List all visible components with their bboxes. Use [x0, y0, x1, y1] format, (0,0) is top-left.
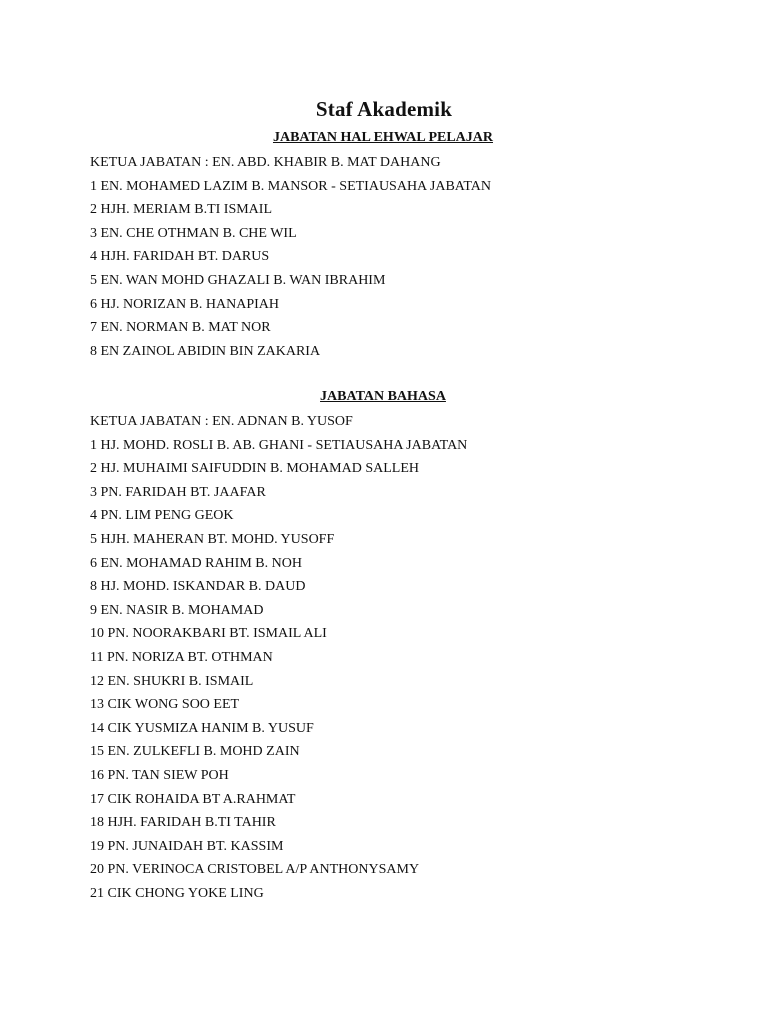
staff-list-item: 6 EN. MOHAMAD RAHIM B. NOH — [90, 555, 302, 571]
staff-list-item: 7 EN. NORMAN B. MAT NOR — [90, 320, 271, 336]
staff-list-item: 11 PN. NORIZA BT. OTHMAN — [90, 649, 273, 665]
staff-list-item: 4 HJH. FARIDAH BT. DARUS — [90, 249, 270, 265]
section-heading: JABATAN BAHASA — [320, 389, 446, 404]
staff-list-item: 20 PN. VERINOCA CRISTOBEL A/P ANTHONYSAMY — [90, 862, 420, 878]
staff-list-item: 15 EN. ZULKEFLI B. MOHD ZAIN — [90, 744, 300, 760]
staff-list-item: 3 PN. FARIDAH BT. JAAFAR — [90, 484, 266, 500]
staff-list-item: 2 HJH. MERIAM B.TI ISMAIL — [90, 202, 272, 218]
staff-list-item: 12 EN. SHUKRI B. ISMAIL — [90, 673, 254, 689]
staff-list-item: 17 CIK ROHAIDA BT A.RAHMAT — [90, 791, 296, 807]
staff-list-item: 18 HJH. FARIDAH B.TI TAHIR — [90, 815, 276, 831]
staff-list-item: 21 CIK CHONG YOKE LING — [90, 885, 264, 901]
staff-list-item: 16 PN. TAN SIEW POH — [90, 767, 229, 783]
staff-list-item: 19 PN. JUNAIDAH BT. KASSIM — [90, 838, 284, 854]
staff-list-item: 4 PN. LIM PENG GEOK — [90, 508, 234, 524]
staff-list-item: 10 PN. NOORAKBARI BT. ISMAIL ALI — [90, 626, 327, 642]
staff-list-item: 5 HJH. MAHERAN BT. MOHD. YUSOFF — [90, 531, 335, 547]
department-head-line: KETUA JABATAN : EN. ADNAN B. YUSOF — [90, 414, 353, 429]
staff-list-item: 3 EN. CHE OTHMAN B. CHE WIL — [90, 225, 297, 241]
staff-list-item: 8 EN ZAINOL ABIDIN BIN ZAKARIA — [90, 343, 321, 359]
staff-list-item: 8 HJ. MOHD. ISKANDAR B. DAUD — [90, 579, 306, 595]
department-head-line: KETUA JABATAN : EN. ABD. KHABIR B. MAT DAHANG — [90, 155, 441, 170]
staff-list-item: 2 HJ. MUHAIMI SAIFUDDIN B. MOHAMAD SALLEH — [90, 461, 420, 477]
staff-list-item: 1 HJ. MOHD. ROSLI B. AB. GHANI - SETIAUSAHA JABATAN — [90, 437, 468, 453]
staff-list-item: 13 CIK WONG SOO EET — [90, 697, 240, 713]
staff-list-item: 6 HJ. NORIZAN B. HANAPIAH — [90, 296, 279, 312]
page-title: Staf Akademik — [315, 97, 453, 121]
staff-list-item: 5 EN. WAN MOHD GHAZALI B. WAN IBRAHIM — [90, 272, 386, 288]
staff-list-item: 14 CIK YUSMIZA HANIM B. YUSUF — [90, 720, 314, 736]
section-jabatan-hal-ehwal-pelajar — [90, 128, 690, 363]
section-heading: JABATAN HAL EHWAL PELAJAR — [272, 130, 493, 145]
staff-list-item: 1 EN. MOHAMED LAZIM B. MANSOR - SETIAUSAHA JABATAN — [90, 178, 492, 194]
section-jabatan-bahasa — [90, 387, 690, 905]
staff-list-item: 9 EN. NASIR B. MOHAMAD — [90, 602, 264, 618]
